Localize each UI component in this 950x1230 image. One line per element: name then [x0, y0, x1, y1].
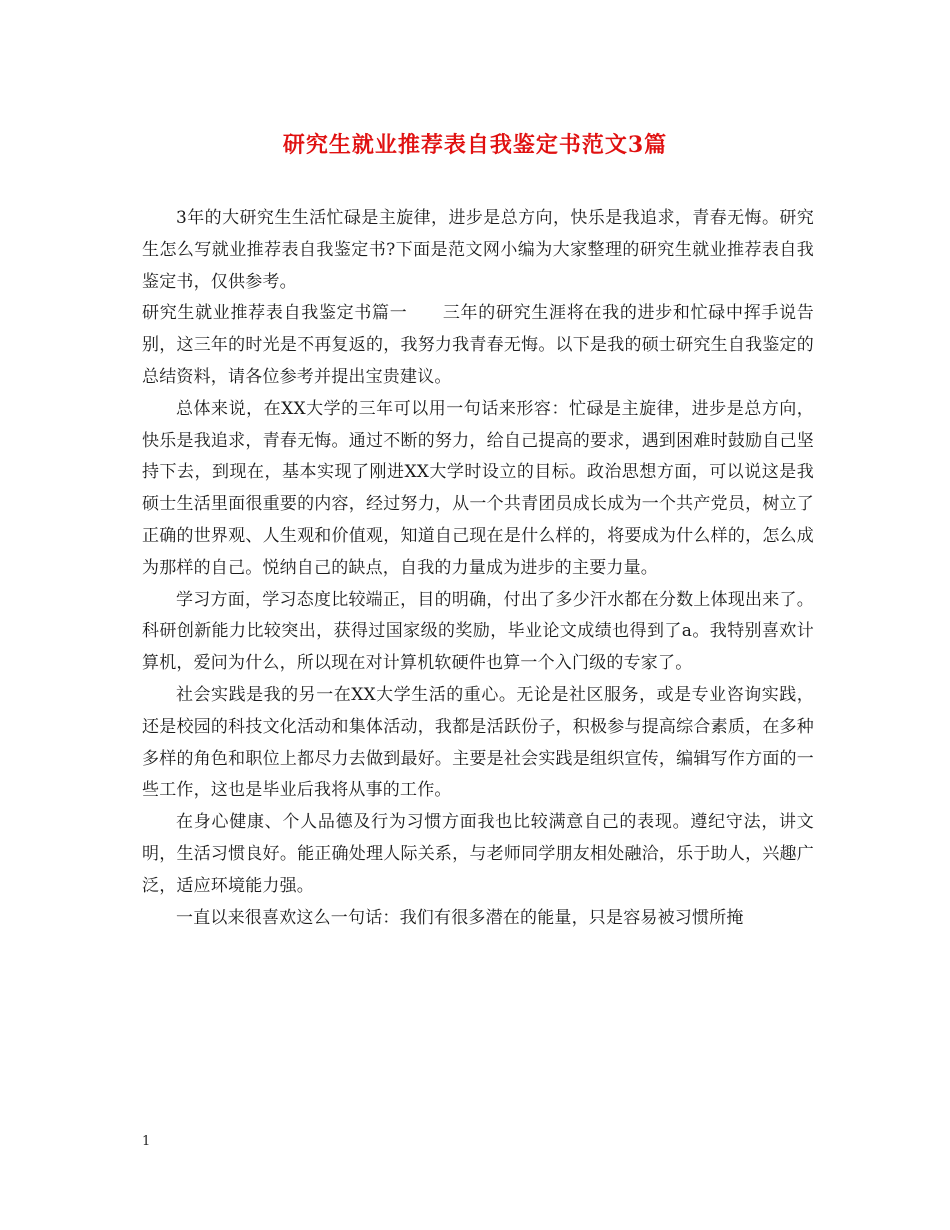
paragraph-closing: 一直以来很喜欢这么一句话：我们有很多潜在的能量，只是容易被习惯所掩	[176, 907, 744, 928]
paragraph-study: 学习方面，学习态度比较端正，目的明确，付出了多少汗水都在分数上体现出来了。科研创新能力比较突出，获得过国家级的奖励，毕业论文成绩也得到了a。我特别喜欢计算机，爱问为什么，所以现在对计算机软硬件也算一个入门级的专家了。	[142, 589, 814, 674]
page-number: 1	[142, 1134, 151, 1149]
document-title: 研究生就业推荐表自我鉴定书范文3篇	[282, 132, 668, 158]
paragraph-section-one: 研究生就业推荐表自我鉴定书篇一 三年的研究生涯将在我的进步和忙碌中挥手说告别，这三年的时光是不再复返的，我努力我青春无悔。以下是我的硕士研究生自我鉴定的总结资料，请各位参考并提出宝贵建议。	[142, 303, 814, 387]
paragraph-health-conduct: 在身心健康、个人品德及行为习惯方面我也比较满意自己的表现。遵纪守法，讲文明，生活习惯良好。能正确处理人际关系，与老师同学朋友相处融洽，乐于助人，兴趣广泛，适应环境能力强。	[142, 812, 814, 896]
paragraph-intro: 3年的大研究生生活忙碌是主旋律，进步是总方向，快乐是我追求，青春无悔。研究生怎么写就业推荐表自我鉴定书?下面是范文网小编为大家整理的研究生就业推荐表自我鉴定书，仅供参考。	[142, 208, 814, 292]
paragraph-social-practice: 社会实践是我的另一在XX大学生活的重心。无论是社区服务，或是专业咨询实践，还是校园的科技文化活动和集体活动，我都是活跃份子，积极参与提高综合素质，在多种多样的角色和职位上都尽力去做到最好。主要是社会实践是组织宣传，编辑写作方面的一些工作，这也是毕业后我将从事的工作。	[142, 684, 814, 801]
paragraph-overall: 总体来说，在XX大学的三年可以用一句话来形容：忙碌是主旋律，进步是总方向，快乐是我追求，青春无悔。通过不断的努力，给自己提高的要求，遇到困难时鼓励自己坚持下去，到现在，基本实现了刚进XX大学时设立的目标。政治思想方面，可以说这是我硕士生活里面很重要的内容，经过努力，从一个共青团员成长成为一个共产党员，树立了正确的世界观、人生观和价值观，知道自己现在是什么样的，将要成为什么样的，怎么成为那样的自己。悦纳自己的缺点，自我的力量成为进步的主要力量。	[142, 398, 814, 578]
document-body	[142, 203, 814, 934]
